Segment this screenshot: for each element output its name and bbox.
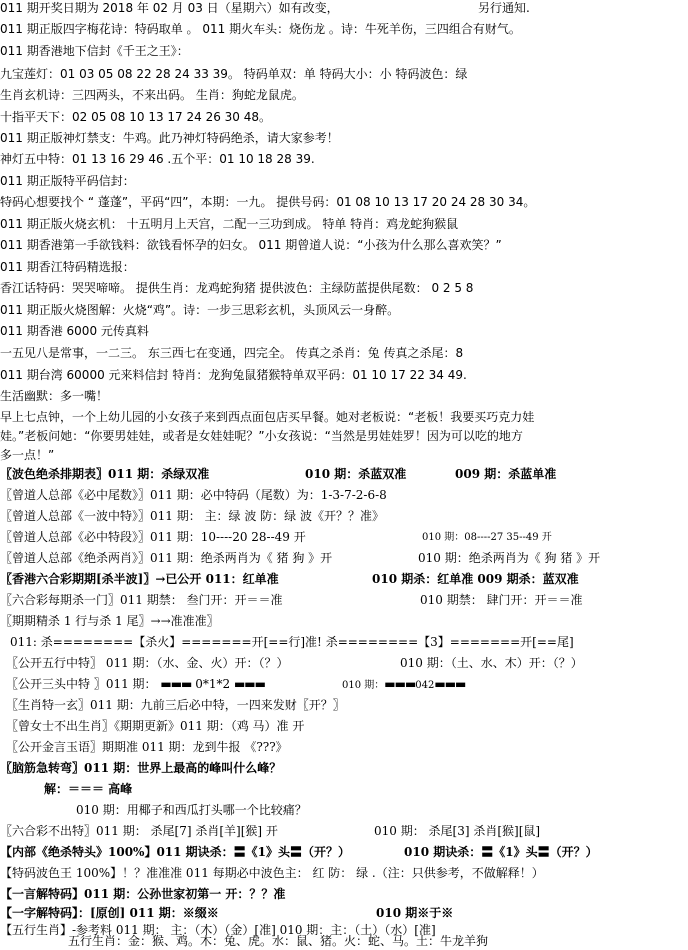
kill-head-011: 【内部《绝杀特头》100%】011 期诀杀：〓《1》头〓（开？） <box>0 845 351 859</box>
half-wave-011: 〖香港六合彩期期[杀半波]〗→已公开 011：红单准 <box>0 572 279 586</box>
kill-door-010: 010 期禁： 肆门开：开＝＝准 <box>420 593 583 607</box>
five-elements-010: 010 期：（土、水、木）开：（？） <box>400 656 583 670</box>
draw-date-notice <box>0 0 530 17</box>
riddle-010: 010 期：用椰子和西瓜打头哪一个比较痛？ <box>76 803 307 817</box>
kill-row-tail-title: 〖期期精杀 1 行与杀 1 尾〗→→准准准〗 <box>0 614 219 628</box>
lotus-lamp-line: 九宝莲灯：01 03 05 08 22 28 24 33 39。 特码单双：单 特码大小：小 特码波色：绿 <box>0 67 468 81</box>
five-elements-row <box>6 655 583 672</box>
one-word-row: 【一言解特码】011 期：公孙世家初第一 开：？？准 <box>0 887 286 901</box>
wave-color-010: 010 期：杀蓝双准 <box>305 467 407 481</box>
zodiac-mystery-row: 〖生肖特一玄〗011 期：九前三后必中特，一四来发财〖开？〗 <box>6 698 345 712</box>
fire-mystery-line: 011 期正版火烧玄机： 十五明月上天宫，二配一三功到成。 特单 特肖：鸡龙蛇狗猴鼠 <box>0 217 459 231</box>
bar-block: ▬▬▬ <box>434 677 466 691</box>
wave-color-row <box>0 466 557 483</box>
xiangjiang-title: 011 期香江特码精选报： <box>0 260 135 274</box>
three-heads-011-label: 〖公开三头中特 〗011 期： <box>6 677 157 691</box>
notice-text: 011 期开奖日期为 2018 年 02 月 03 日（星期六）如有改变， <box>0 1 339 15</box>
hk-envelope-title: 011 期香港地下信封《千王之王》： <box>0 44 189 58</box>
special-code-line: 特码心想要找个 “ 蓬蓬”，平码“四”，本期：一九。 提供号码：01 08 10 13 17 20 24 28 30 34。 <box>0 195 536 209</box>
riddle-row: 〖脑筋急转弯〗011 期：世界上最高的峰叫什么峰？ <box>0 761 282 775</box>
three-heads-010-label: 010 期： <box>342 680 385 691</box>
joke-line-1: 早上七点钟，一个上幼儿园的小女孩子来到西点面包店买早餐。她对老板说：“老板！我要买巧克力娃 <box>0 410 535 424</box>
kill-two-row <box>0 550 601 567</box>
one-char-010: 010 期※于※ <box>376 906 454 920</box>
money-material-line: 011 期香港第一手欲钱料：欲钱看怀孕的妇女。 011 期曾道人说：“小孩为什么那么喜欢笑？” <box>0 238 502 252</box>
kill-head-010: 010 期诀杀：〓《1》头〓（开？） <box>404 845 598 859</box>
three-heads-010 <box>342 676 465 694</box>
golden-words-row: 〖公开金言玉语〗期期准 011 期：龙到牛报 《???》 <box>6 740 288 754</box>
wave-king-row: 【特码波色王 100%】！？准准准 011 每期必中波色主： 红 防： 绿 .（注：只供参考，不做解释！） <box>0 866 544 880</box>
riddle-answer: 解：＝＝＝ 高峰 <box>44 782 133 796</box>
bar-block: ▬▬▬ <box>384 677 416 691</box>
one-char-011: 【一字解特码】：[原创] 011 期：※缀※ <box>0 906 219 920</box>
notice-tail: 另行通知. <box>478 1 530 15</box>
one-wave-row: 〖曾道人总部《一波中特》〗011 期： 主：绿 波 防：绿 波《开？？准》 <box>0 509 384 523</box>
no-special-010: 010 期： 杀尾[3] 杀肖[猴][鼠] <box>374 824 541 838</box>
kill-two-010: 010 期：绝杀两肖为《 狗 猪 》开 <box>418 551 601 565</box>
no-special-011: 〖六合彩不出特〗011 期： 杀尾[7] 杀肖[羊][猴] 开 <box>0 824 278 838</box>
tail-number-row: 〖曾道人总部《必中尾数》〗011 期：必中特码（尾数）为：1-3-7-2-6-8 <box>0 488 387 502</box>
five-elements-zodiac-list: 五行生肖：金：猴、鸡。木：兔、虎。水：鼠、猪。火：蛇、马。土：牛龙羊狗 <box>68 934 489 948</box>
kill-fire-row: 011: 杀========【杀火】=======开[==行]准! 杀========【3】=======开[==尾] <box>10 635 574 649</box>
lamp-ban-line: 011 期正版神灯禁支：牛鸡。此乃神灯特码绝杀，请大家参考！ <box>0 131 339 145</box>
segment-010: 010 期：08----27 35--49 开 <box>422 532 552 543</box>
fax-line: 一五见八是常事，一二三。 东三西七在变通，四完全。 传真之杀肖：兔 传真之杀尾：8 <box>0 346 464 360</box>
fax-title: 011 期香港 6000 元传真料 <box>0 324 149 338</box>
ten-fingers-line: 十指平天下：02 05 08 10 13 17 24 26 30 48。 <box>0 110 272 124</box>
three-heads-row <box>6 676 466 693</box>
ms-zeng-row: 〖曾女士不出生肖〗《期期更新》011 期：（鸡 马）准 开 <box>6 719 305 733</box>
segment-row <box>0 529 552 546</box>
kill-two-011: 〖曾道人总部《绝杀两肖》〗011 期：绝杀两肖为《 猪 狗 》开 <box>0 551 333 565</box>
no-special-row <box>0 823 541 840</box>
five-elements-011: 〖公开五行中特〗 011 期：（水、金、火）开：（？） <box>6 656 289 670</box>
lamp-five-line: 神灯五中特：01 13 16 29 46 .五个平：01 10 18 28 39. <box>0 152 315 166</box>
plum-poem-line: 011 期正版四字梅花诗：特码取单 。 011 期火车头：烧伤龙 。诗：牛死羊伤，三四组合有财气。 <box>0 22 521 36</box>
taiwan-line: 011 期台湾 60000 元来料信封 特肖：龙狗兔鼠猪猴特单双平码：01 10 17 22 34 49. <box>0 368 467 382</box>
joke-line-3: 多一点！” <box>0 448 55 462</box>
half-wave-010: 010 期杀：红单准 009 期杀：蓝双准 <box>372 572 579 586</box>
zodiac-poem-line: 生肖玄机诗：三四两头，不来出码。 生肖：狗蛇龙鼠虎。 <box>0 88 304 102</box>
humor-title: 生活幽默：多一嘴！ <box>0 389 109 403</box>
one-char-row <box>0 905 454 922</box>
five-elements-zodiac-row: 【五行生肖】-参考料 011 期： 主：（木）（金）[准] 010 期：主：（土）（水）[准] <box>0 923 436 937</box>
half-wave-row <box>0 571 579 588</box>
xiangjiang-line: 香江话特码：哭哭啼啼。 提供生肖：龙鸡蛇狗猪 提供波色：主绿防蓝提供尾数： 0 2 5 8 <box>0 281 474 295</box>
kill-door-row <box>0 592 583 609</box>
bar-block: ▬▬▬ <box>233 677 265 691</box>
kill-door-011: 〖六合彩每期杀一门〗011 期禁： 叁门开：开＝＝准 <box>0 593 283 607</box>
flat-code-title: 011 期正版特平码信封： <box>0 174 135 188</box>
fire-diagram-line: 011 期正版火烧图解：火烧“鸡”。诗：一步三思彩玄机，头顶风云一身醉。 <box>0 303 400 317</box>
three-heads-010-value: 042 <box>415 680 435 691</box>
segment-011: 〖曾道人总部《必中特段》〗011 期：10----20 28--49 开 <box>0 530 306 544</box>
joke-line-2: 娃。”老板问她：“你要男娃娃，或者是女娃娃呢？”小女孩说：“当然是男娃娃罗！因为可以吃的地方 <box>0 429 523 443</box>
bar-block: ▬▬▬ <box>160 677 192 691</box>
wave-color-011: 〖波色绝杀排期表〗011 期：杀绿双准 <box>0 467 210 481</box>
three-heads-011-value: 0*1*2 <box>195 677 231 691</box>
kill-head-row <box>0 844 598 861</box>
wave-color-009: 009 期：杀蓝单准 <box>455 467 557 481</box>
